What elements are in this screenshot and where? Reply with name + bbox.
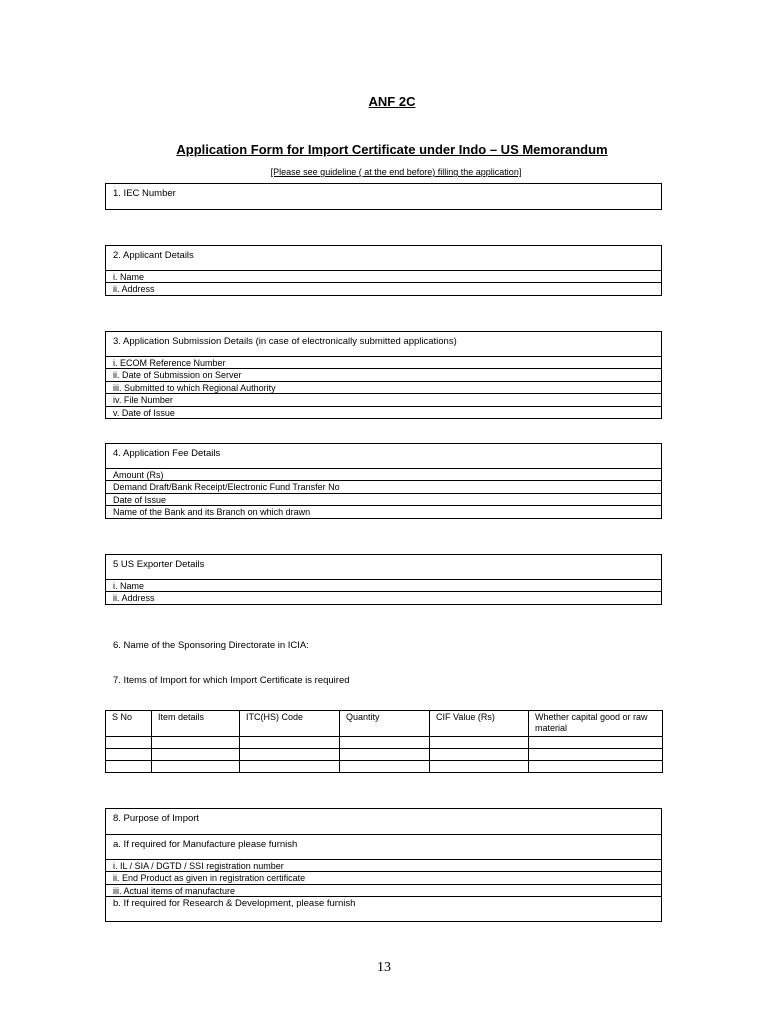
purpose-heading: 8. Purpose of Import <box>113 813 200 824</box>
table-cell <box>430 761 529 773</box>
column-header-itc-hs-code: ITC(HS) Code <box>240 711 340 737</box>
table-cell <box>240 749 340 761</box>
applicant-name-row: i. Name <box>106 270 661 282</box>
table-cell <box>106 737 152 749</box>
page-number: 13 <box>377 960 391 975</box>
table-cell <box>240 737 340 749</box>
submission-details-section <box>105 331 662 419</box>
exporter-address-row: ii. Address <box>106 591 661 603</box>
table-cell <box>340 749 430 761</box>
submission-details-heading: 3. Application Submission Details (in case of electronically submitted applications) <box>113 336 457 347</box>
table-cell <box>529 737 663 749</box>
bank-branch-row: Name of the Bank and its Branch on which drawn <box>106 505 661 517</box>
table-cell <box>430 737 529 749</box>
exporter-details-heading: 5 US Exporter Details <box>113 559 205 570</box>
form-title: Application Form for Import Certificate under Indo – US Memorandum <box>176 142 608 157</box>
table-cell <box>529 761 663 773</box>
submission-date-row: ii. Date of Submission on Server <box>106 368 661 380</box>
iec-number-box <box>105 183 662 210</box>
fee-issue-date-row: Date of Issue <box>106 493 661 505</box>
column-header-item-details: Item details <box>152 711 240 737</box>
table-cell <box>430 749 529 761</box>
exporter-name-row: i. Name <box>106 579 661 591</box>
import-items-table <box>105 710 663 773</box>
regional-authority-row: iii. Submitted to which Regional Authority <box>106 381 661 393</box>
items-of-manufacture-row: iii. Actual items of manufacture <box>106 884 661 896</box>
iec-number-label: 1. IEC Number <box>113 188 176 199</box>
end-product-row: ii. End Product as given in registration certificate <box>106 871 661 883</box>
column-header-sno: S No <box>106 711 152 737</box>
purpose-of-import-section <box>105 808 662 922</box>
form-code: ANF 2C <box>368 94 416 109</box>
applicant-details-section <box>105 245 662 296</box>
issue-date-row: v. Date of Issue <box>106 406 661 418</box>
import-items-label: 7. Items of Import for which Import Certificate is required <box>113 675 350 686</box>
items-table-header-row <box>106 711 663 737</box>
payment-instrument-row: Demand Draft/Bank Receipt/Electronic Fund Transfer No <box>106 480 661 492</box>
table-cell <box>152 749 240 761</box>
table-row <box>106 749 663 761</box>
registration-number-row: i. IL / SIA / DGTD / SSI registration number <box>106 859 661 871</box>
fee-details-section <box>105 443 662 519</box>
applicant-address-row: ii. Address <box>106 282 661 294</box>
table-cell <box>240 761 340 773</box>
table-cell <box>529 749 663 761</box>
manufacture-heading: a. If required for Manufacture please furnish <box>106 834 661 859</box>
column-header-quantity: Quantity <box>340 711 430 737</box>
file-number-row: iv. File Number <box>106 393 661 405</box>
ecom-reference-row: i. ECOM Reference Number <box>106 356 661 368</box>
table-cell <box>152 737 240 749</box>
exporter-details-section <box>105 554 662 605</box>
table-cell <box>106 761 152 773</box>
table-row <box>106 737 663 749</box>
fee-details-heading: 4. Application Fee Details <box>113 448 221 459</box>
column-header-capital-or-raw: Whether capital good or raw material <box>529 711 663 737</box>
guideline-note: [Please see guideline ( at the end before) filling the application] <box>270 167 522 177</box>
table-cell <box>340 737 430 749</box>
research-development-heading: b. If required for Research & Development, please furnish <box>106 896 661 921</box>
fee-amount-row: Amount (Rs) <box>106 468 661 480</box>
table-cell <box>106 749 152 761</box>
table-row <box>106 761 663 773</box>
table-cell <box>152 761 240 773</box>
applicant-details-heading: 2. Applicant Details <box>113 250 194 261</box>
table-cell <box>340 761 430 773</box>
sponsoring-directorate-label: 6. Name of the Sponsoring Directorate in ICIA: <box>113 640 309 651</box>
column-header-cif-value: CIF Value (Rs) <box>430 711 529 737</box>
